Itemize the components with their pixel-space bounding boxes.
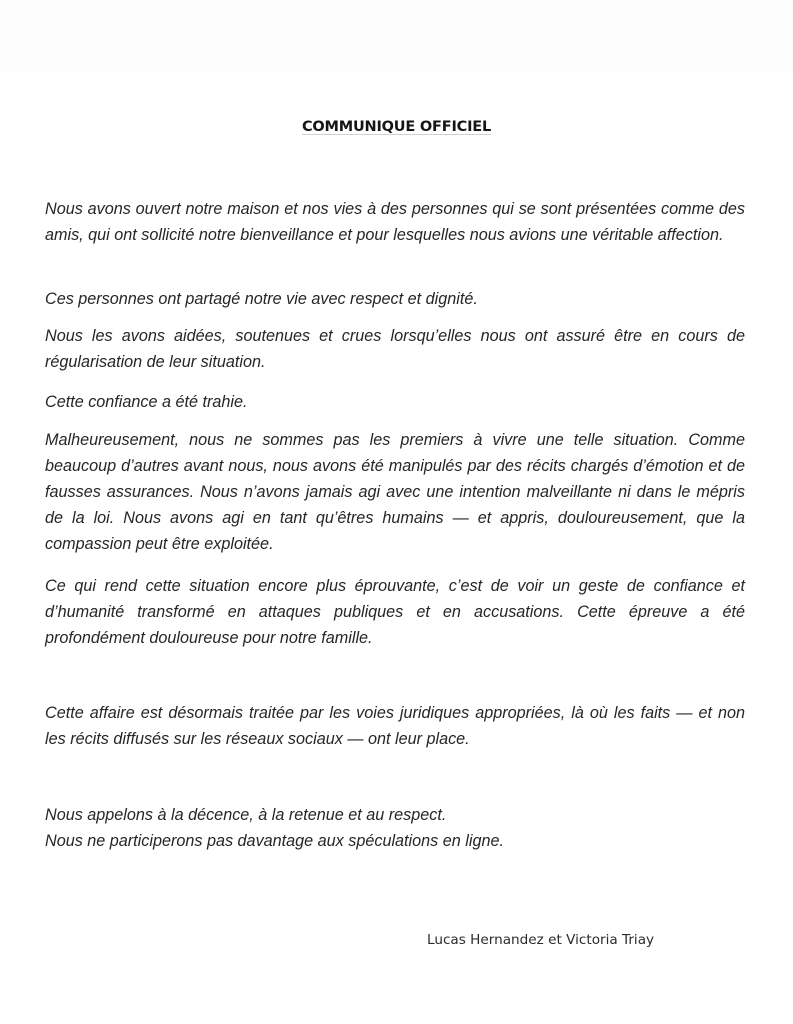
paragraph-hospitality: Nous avons ouvert notre maison et nos vies à des personnes qui se sont présentées comme des amis, qui ont sollicité notre bienveillance et pour lesquelles nous avions une véritable affection.	[45, 200, 745, 244]
closing-statement	[45, 802, 745, 854]
signature: Lucas Hernandez et Victoria Triay	[427, 932, 655, 948]
paragraph-public-attacks: Ce qui rend cette situation encore plus éprouvante, c’est de voir un geste de confiance et d’humanité transformé en attaques publiques et en accusations. Cette épreuve a été profondément douloureuse pour notre famille.	[45, 577, 745, 647]
closing-line-decency: Nous appelons à la décence, à la retenue et au respect.	[45, 806, 447, 824]
paragraph-support: Nous les avons aidées, soutenues et crues lorsqu’elles nous ont assuré être en cours de régularisation de leur situation.	[45, 327, 745, 371]
paragraph-respect: Ces personnes ont partagé notre vie avec respect et dignité.	[45, 290, 478, 308]
document-title: COMMUNIQUE OFFICIEL	[301, 119, 492, 135]
paragraph-manipulation: Malheureusement, nous ne sommes pas les premiers à vivre une telle situation. Comme beaucoup d’autres avant nous, nous avons été manipulés par des récits chargés d’émotion et de fausses assurances. Nous n’avons jamais agi avec une intention malveillante ni dans le mépris de la loi. Nous avons agi en tant qu’êtres humains — et appris, douloureusement, que la compassion peut être exploitée.	[45, 431, 745, 553]
paragraph-trust-betrayed: Cette confiance a été trahie.	[45, 393, 248, 411]
paragraph-legal-proceedings: Cette affaire est désormais traitée par les voies juridiques appropriées, là où les faits — et non les récits diffusés sur les réseaux sociaux — ont leur place.	[45, 704, 745, 748]
closing-line-no-speculation: Nous ne participerons pas davantage aux spéculations en ligne.	[45, 832, 504, 850]
top-margin-band	[0, 0, 793, 72]
